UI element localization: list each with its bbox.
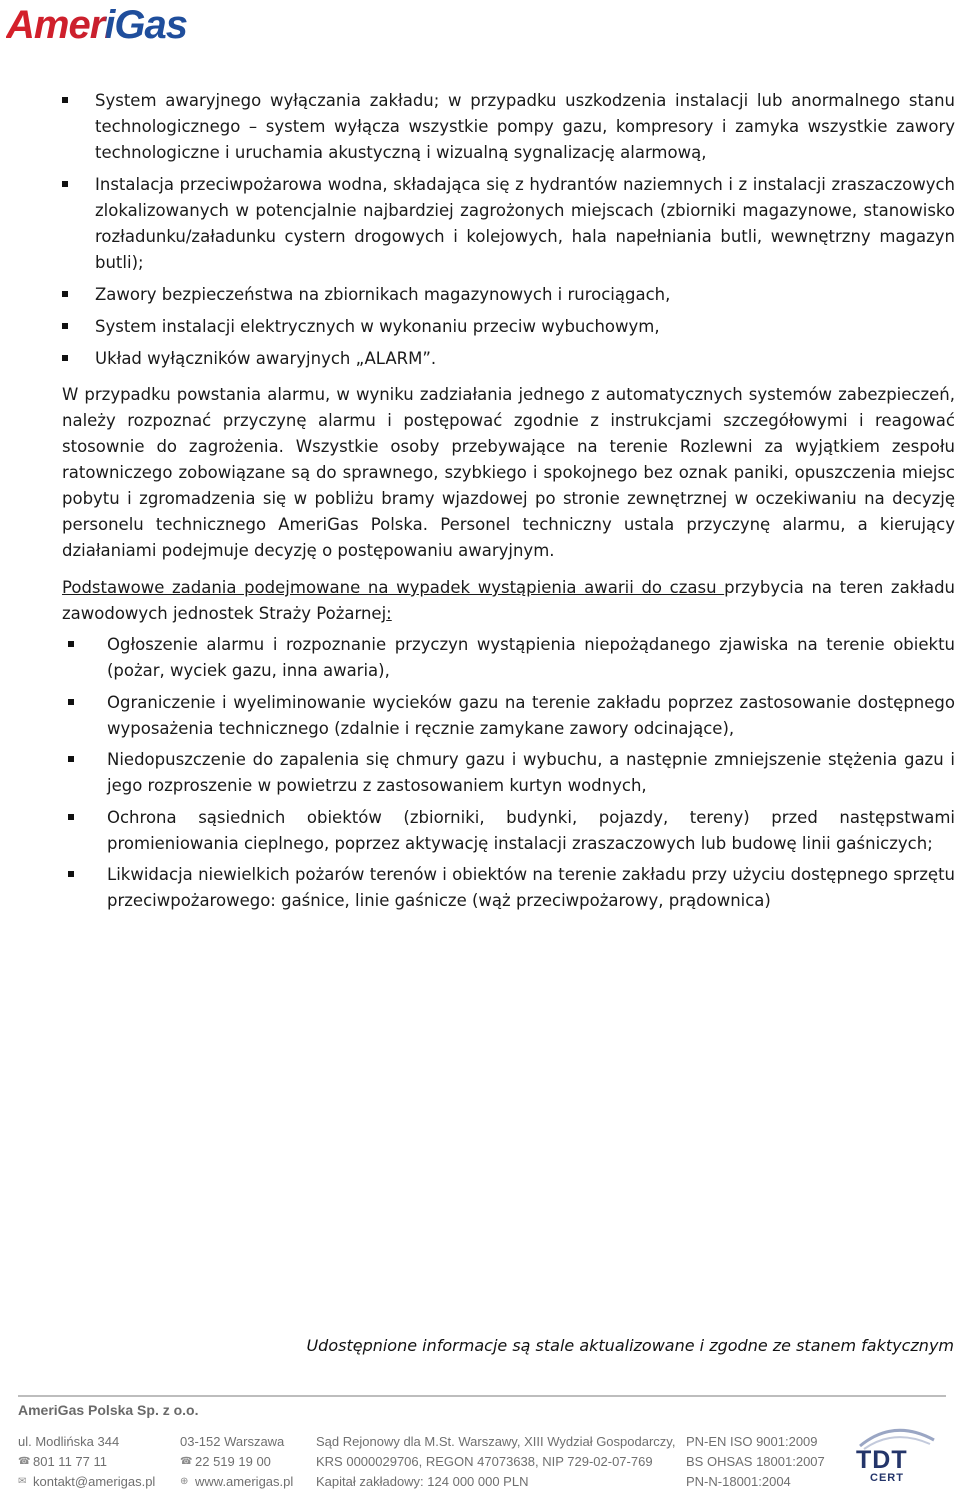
footer-certificates-column [686,1432,825,1492]
capital-info: Kapitał zakładowy: 124 000 000 PLN [316,1474,529,1489]
alarm-procedure-paragraph: W przypadku powstania alarmu, w wyniku zadziałania jednego z automatycznych systemów zabezpieczeń, należy rozpoznać przyczynę alarmu i postępować zgodnie z instrukcjami szczegółowymi i reagować stosownie do zagrożenia. Wszystkie osoby przebywające na terenie Rozlewni za wyjątkiem zespołu ratowniczego zobowiązane są do sprawnego, szybkiego i spokojnego bez oznak paniki, opuszczenia miejsc pobytu i zgromadzenia się w pobliżu bramy wjazdowej po stronie zewnętrznej w oczekiwaniu na decyzję personelu technicznego AmeriGas Polska. Personel techniczny ustala przyczynę alarmu, a kierujący działaniami podejmuje decyzję o postępowaniu awaryjnym. [62,385,955,560]
basic-tasks-list [62,632,955,920]
phone-icon: ☎ [180,1456,193,1467]
website-url: www.amerigas.pl [195,1474,294,1489]
list-item: Niedopuszczenie do zapalenia się chmury gazu i wybuchu, a następnie zmniejszenie stężenia gazu i jego rozproszenie w powietrzu z zastosowaniem kurtyn wodnych, [62,747,955,799]
address-city: 03-152 Warszawa [180,1434,285,1449]
svg-text:AmeriGas: AmeriGas [6,3,187,46]
update-note: Udostępnione informacje są stale aktualizowane i zgodne ze stanem faktycznym [306,1336,954,1355]
basic-tasks-rest: przybycia na teren zakładu zawodowych jednostek Straży Pożarnej [62,578,955,623]
svg-text:TDT: TDT [856,1446,908,1474]
list-item: System instalacji elektrycznych w wykonaniu przeciw wybuchowym, [62,314,955,340]
list-item: System awaryjnego wyłączania zakładu; w przypadku uszkodzenia instalacji lub anormalnego stanu technologicznego – system wyłącza wszystkie pompy gazu, kompresory i zamyka wszystkie zawory technologiczne i uruchamia akustyczną i wizualną sygnalizację alarmową, [62,88,955,166]
list-item: Instalacja przeciwpożarowa wodna, składająca się z hydrantów naziemnych i z instalacji zraszaczowych zlokalizowanych w potencjalnie najbardziej zagrożonych miejscach (zbiorniki magazynowe, stanowisko rozładunku/załadunku cystern drogowych i kolejowych, hala napełniania butli, wewnętrzny magazyn butli); [62,172,955,276]
list-item: Ograniczenie i wyeliminowanie wycieków gazu na terenie zakładu poprzez zastosowanie dostępnego wyposażenia technicznego (zdalnie i ręcznie zamykane zawory odcinające), [62,690,955,742]
email-address: kontakt@amerigas.pl [33,1474,156,1489]
svg-text:CERT: CERT [870,1472,904,1484]
phone-number: 801 11 77 11 [33,1454,107,1469]
safety-systems-list [62,88,955,378]
certificate-iso: PN-EN ISO 9001:2009 [686,1434,818,1449]
phone-number-2: 22 519 19 00 [195,1454,271,1469]
address-street: ul. Modlińska 344 [18,1434,120,1449]
list-item: Likwidacja niewielkich pożarów terenów i obiektów na terenie zakładu przy użyciu dostępnego sprzętu przeciwpożarowego: gaśnice, linie gaśnicze (wąż przeciwpożarowy, prądownica) [62,862,955,914]
list-item: Układ wyłączników awaryjnych „ALARM”. [62,346,955,372]
basic-tasks-colon: : [386,604,392,623]
basic-tasks-heading [62,575,955,627]
website-line [180,1472,293,1492]
city-line [180,1432,293,1452]
certificate-ohsas: BS OHSAS 18001:2007 [686,1454,825,1469]
phone2-line [180,1452,293,1472]
list-item: Zawory bezpieczeństwa na zbiornikach magazynowych i rurociągach, [62,282,955,308]
basic-tasks-underlined: Podstawowe zadania podejmowane na wypadek wystąpienia awarii do czasu [62,578,725,597]
footer-city-column [180,1432,293,1492]
registry-info: KRS 0000029706, REGON 47073638, NIP 729-02-07-769 [316,1454,653,1469]
court-info: Sąd Rejonowy dla M.St. Warszawy, XIII Wydział Gospodarczy, [316,1434,676,1449]
footer-divider [18,1395,946,1397]
footer-registry-column [316,1432,675,1492]
phone-line [18,1452,155,1472]
list-item: Ochrona sąsiednich obiektów (zbiorniki, budynki, pojazdy, tereny) przed następstwami promieniowania cieplnego, poprzez aktywację instalacji zraszaczowych lub budowę linii gaśniczych; [62,805,955,857]
certificate-pn: PN-N-18001:2004 [686,1474,791,1489]
list-item: Ogłoszenie alarmu i rozpoznanie przyczyn wystąpienia niepożądanego zjawiska na terenie obiektu (pożar, wyciek gazu, inna awaria), [62,632,955,684]
email-line [18,1472,155,1492]
amerigas-logo [6,2,236,46]
company-name: AmeriGas Polska Sp. z o.o. [18,1402,199,1418]
globe-icon: ⊕ [180,1476,189,1487]
phone-icon: ☎ [18,1456,31,1467]
tdt-cert-logo [848,1424,940,1484]
address-line [18,1432,155,1452]
email-icon: ✉ [18,1476,27,1487]
footer-contact-column [18,1432,155,1492]
